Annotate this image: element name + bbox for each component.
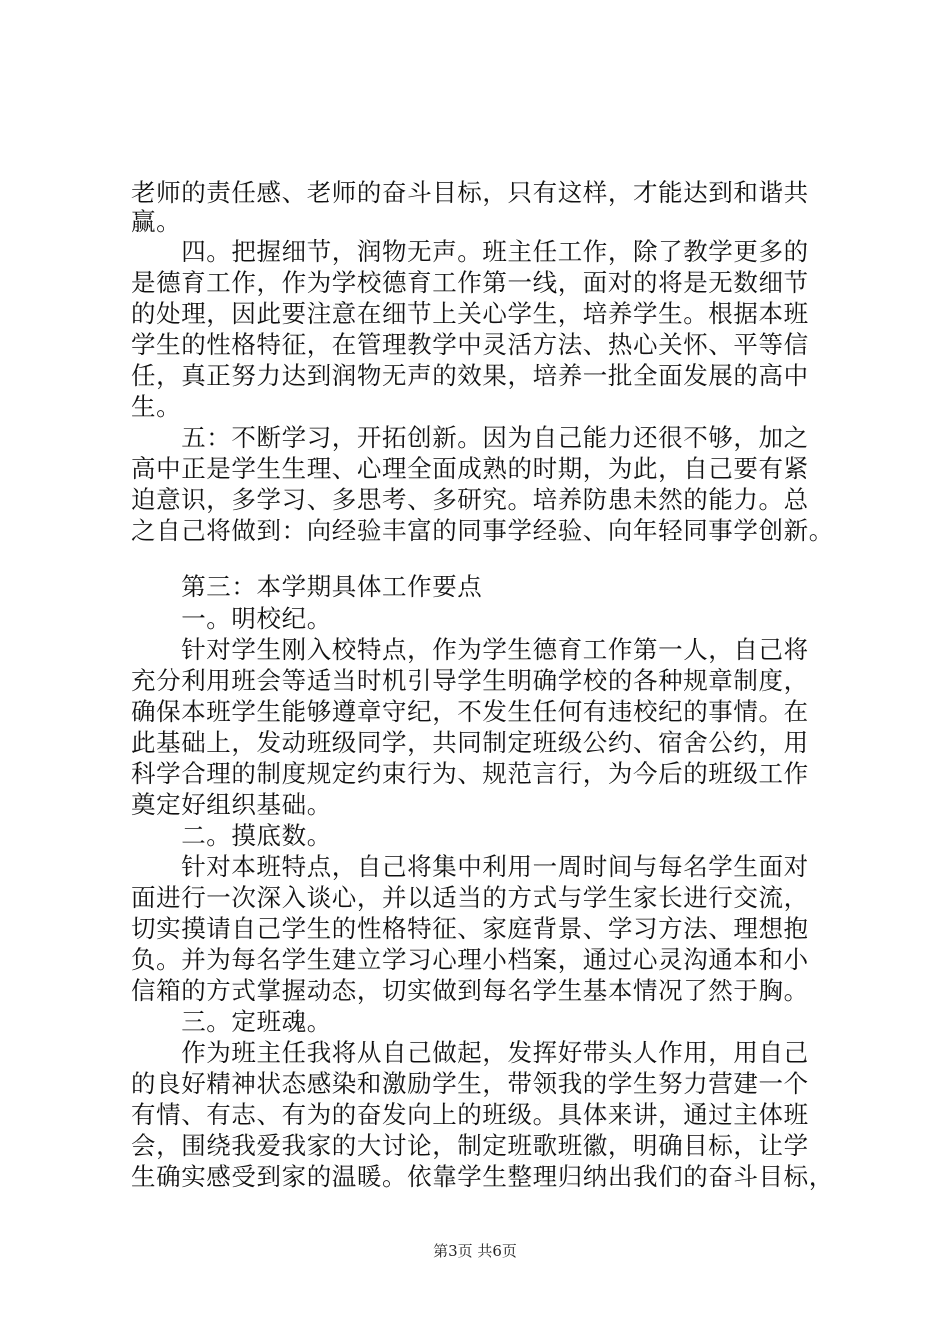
text-line: 生确实感受到家的温暖。依靠学生整理归纳出我们的奋斗目标，: [131, 1162, 834, 1191]
text-line: 四。把握细节，润物无声。班主任工作，除了教学更多的: [131, 237, 809, 266]
text-line: 此基础上，发动班级同学，共同制定班级公约、宿舍公约，用: [131, 728, 809, 757]
text-line: 充分利用班会等适当时机引导学生明确学校的各种规章制度，: [131, 666, 809, 695]
subsection-heading: 二。摸底数。: [131, 821, 332, 850]
text-line: 针对学生刚入校特点，作为学生德育工作第一人，自己将: [131, 635, 809, 664]
text-line: 有情、有志、有为的奋发向上的班级。具体来讲，通过主体班: [131, 1100, 809, 1129]
text-line: 老师的责任感、老师的奋斗目标，只有这样，才能达到和谐共: [131, 178, 809, 207]
text-line: 迫意识，多学习、多思考、多研究。培养防患未然的能力。总: [131, 485, 809, 514]
text-line: 针对本班特点，自己将集中利用一周时间与每名学生面对: [131, 852, 809, 881]
text-line: 生。: [131, 392, 182, 421]
text-line: 高中正是学生生理、心理全面成熟的时期，为此，自己要有紧: [131, 454, 809, 483]
text-line: 面进行一次深入谈心，并以适当的方式与学生家长进行交流，: [131, 883, 809, 912]
text-line: 奠定好组织基础。: [131, 790, 332, 819]
text-line: 负。并为每名学生建立学习心理小档案，通过心灵沟通本和小: [131, 945, 809, 974]
text-line: 信箱的方式掌握动态，切实做到每名学生基本情况了然于胸。: [131, 976, 809, 1005]
text-line: 赢。: [131, 207, 182, 236]
section-heading: 第三：本学期具体工作要点: [131, 572, 483, 601]
text-line: 之自己将做到：向经验丰富的同事学经验、向年轻同事学创新。: [131, 516, 834, 545]
text-line: 学生的性格特征，在管理教学中灵活方法、热心关怀、平等信: [131, 330, 809, 359]
subsection-heading: 一。明校纪。: [131, 604, 332, 633]
text-line: 任，真正努力达到润物无声的效果，培养一批全面发展的高中: [131, 361, 809, 390]
text-line: 会，围绕我爱我家的大讨论，制定班歌班徽，明确目标，让学: [131, 1131, 809, 1160]
text-line: 确保本班学生能够遵章守纪，不发生任何有违校纪的事情。在: [131, 697, 809, 726]
text-line: 的处理，因此要注意在细节上关心学生，培养学生。根据本班: [131, 299, 809, 328]
text-line: 科学合理的制度规定约束行为、规范言行，为今后的班级工作: [131, 759, 809, 788]
text-line: 切实摸请自己学生的性格特征、家庭背景、学习方法、理想抱: [131, 914, 809, 943]
text-line: 五：不断学习，开拓创新。因为自己能力还很不够，加之: [131, 423, 809, 452]
page-number-footer: 第3页 共6页: [433, 1242, 517, 1260]
text-line: 是德育工作，作为学校德育工作第一线，面对的将是无数细节: [131, 268, 809, 297]
subsection-heading: 三。定班魂。: [131, 1007, 332, 1036]
text-line: 作为班主任我将从自己做起，发挥好带头人作用，用自己: [131, 1038, 809, 1067]
text-line: 的良好精神状态感染和激励学生，带领我的学生努力营建一个: [131, 1069, 809, 1098]
